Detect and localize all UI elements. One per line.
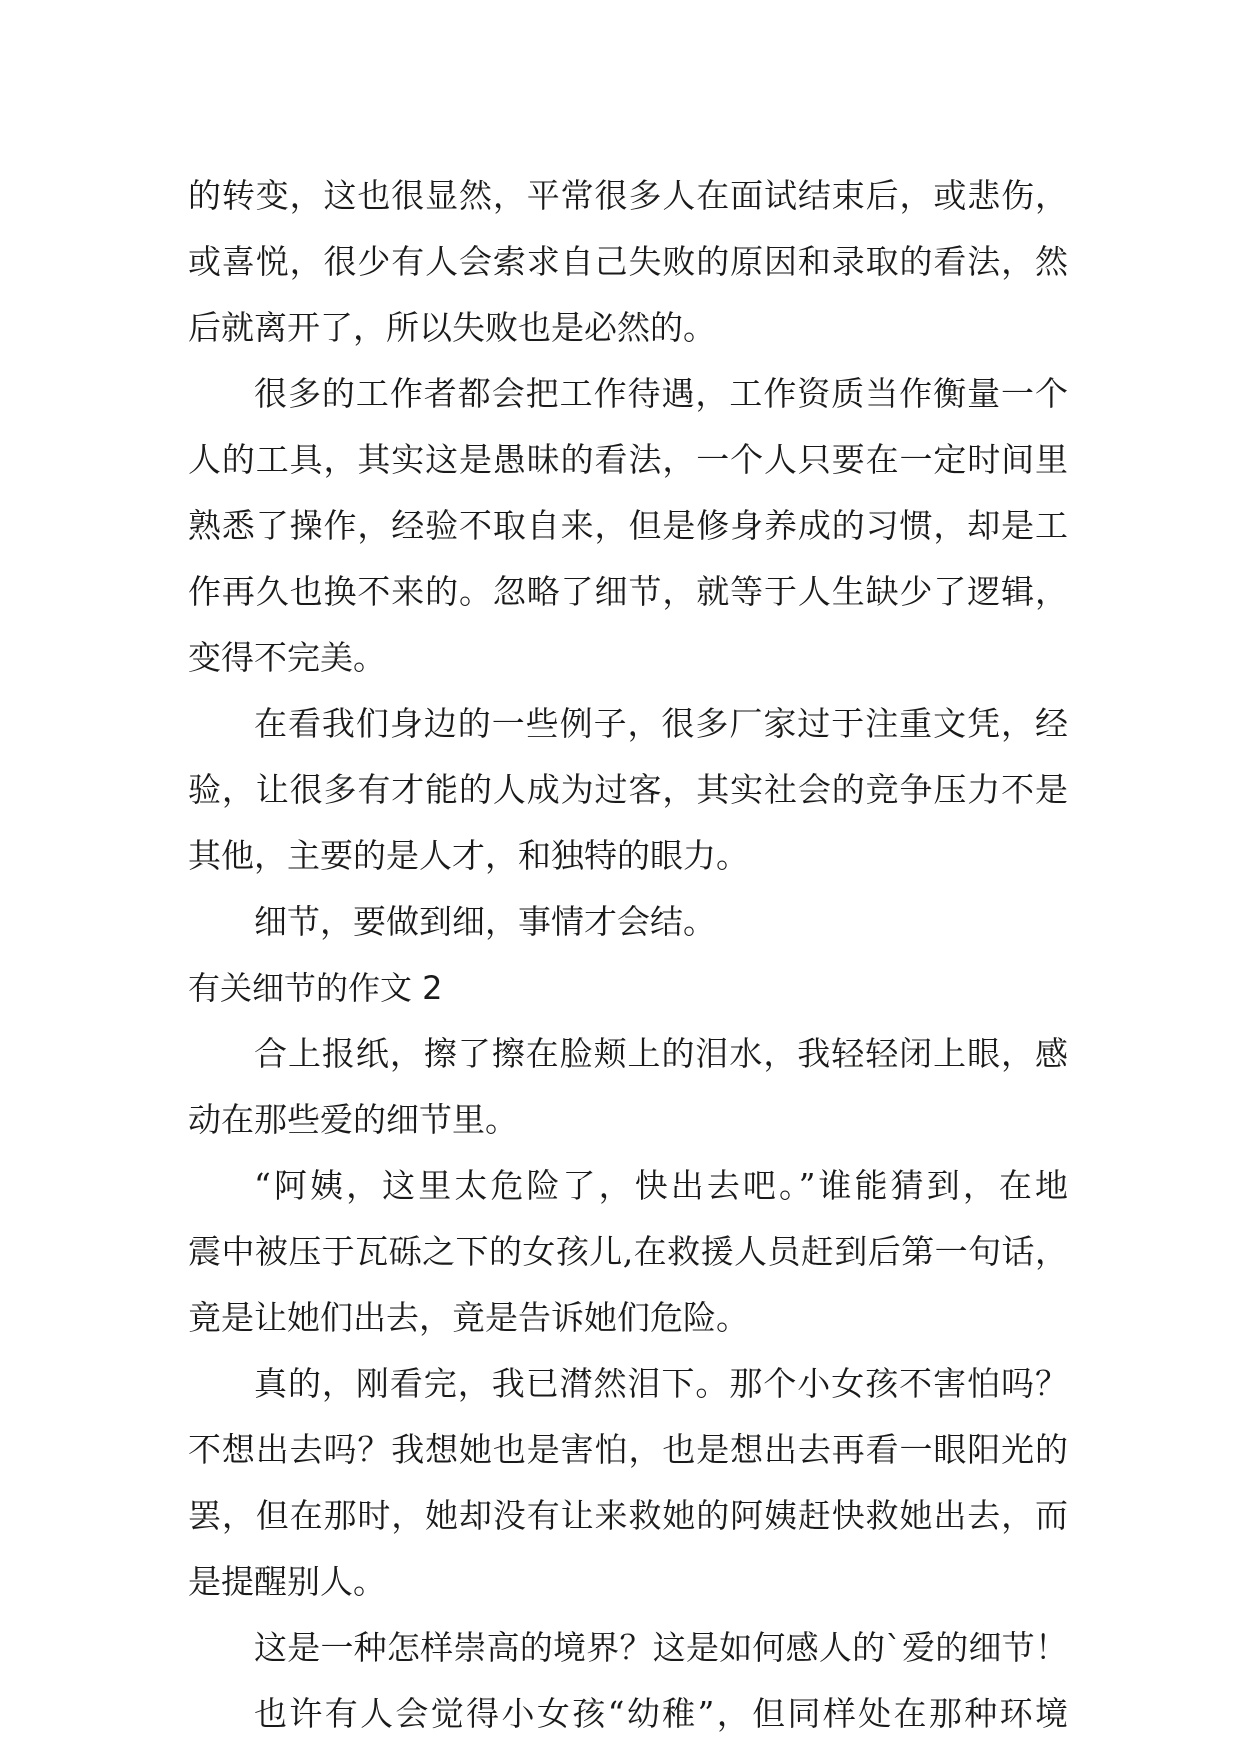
- text-line: 的转变，这也很显然，平常很多人在面试结束后，或悲伤，: [188, 176, 1068, 215]
- text-line: 竟是让她们出去，竟是告诉她们危险。: [188, 1298, 749, 1337]
- text-line: 或喜悦，很少有人会索求自己失败的原因和录取的看法，然: [188, 242, 1068, 281]
- text-line: “阿姨，这里太危险了，快出去吧。”谁能猜到，在地: [254, 1166, 1068, 1205]
- paragraph-3: [188, 691, 1068, 889]
- text-line: 变得不完美。: [188, 638, 386, 677]
- text-line: 这是一种怎样崇高的境界？这是如何感人的`爱的细节！: [254, 1628, 1068, 1667]
- text-line: 很多的工作者都会把工作待遇，工作资质当作衡量一个: [254, 374, 1068, 413]
- text-line: 细节，要做到细，事情才会结。: [254, 902, 716, 941]
- text-line: 合上报纸，擦了擦在脸颊上的泪水，我轻轻闭上眼，感: [254, 1034, 1068, 1073]
- paragraph-1: [188, 163, 1068, 361]
- text-line: 是提醒别人。: [188, 1562, 386, 1601]
- text-line: 震中被压于瓦砾之下的女孩儿,在救援人员赶到后第一句话，: [188, 1232, 1068, 1271]
- paragraph-4: [188, 889, 1068, 955]
- text-line: 人的工具，其实这是愚昧的看法，一个人只要在一定时间里: [188, 440, 1068, 479]
- text-line: 验，让很多有才能的人成为过客，其实社会的竞争压力不是: [188, 770, 1068, 809]
- text-line: 也许有人会觉得小女孩“幼稚”，但同样处在那种环境: [254, 1694, 1068, 1733]
- paragraph-8: [188, 1615, 1068, 1681]
- text-line: 在看我们身边的一些例子，很多厂家过于注重文凭，经: [254, 704, 1068, 743]
- text-line: 不想出去吗？我想她也是害怕，也是想出去再看一眼阳光的: [188, 1430, 1068, 1469]
- text-line: 真的，刚看完，我已潸然泪下。那个小女孩不害怕吗？: [254, 1364, 1068, 1403]
- paragraph-7: [188, 1351, 1068, 1615]
- paragraph-6: [188, 1153, 1068, 1351]
- section-heading: 有关细节的作文 2: [188, 969, 443, 1007]
- paragraph-2: [188, 361, 1068, 691]
- text-line: 后就离开了，所以失败也是必然的。: [188, 308, 716, 347]
- text-line: 其他，主要的是人才，和独特的眼力。: [188, 836, 749, 875]
- paragraph-5: [188, 1021, 1068, 1153]
- text-line: 动在那些爱的细节里。: [188, 1100, 518, 1139]
- document-body: [188, 163, 1068, 1747]
- text-line: 作再久也换不来的。忽略了细节，就等于人生缺少了逻辑，: [188, 572, 1068, 611]
- paragraph-9: [188, 1681, 1068, 1747]
- text-line: 熟悉了操作，经验不取自来，但是修身养成的习惯，却是工: [188, 506, 1068, 545]
- text-line: 罢，但在那时，她却没有让来救她的阿姨赶快救她出去，而: [188, 1496, 1068, 1535]
